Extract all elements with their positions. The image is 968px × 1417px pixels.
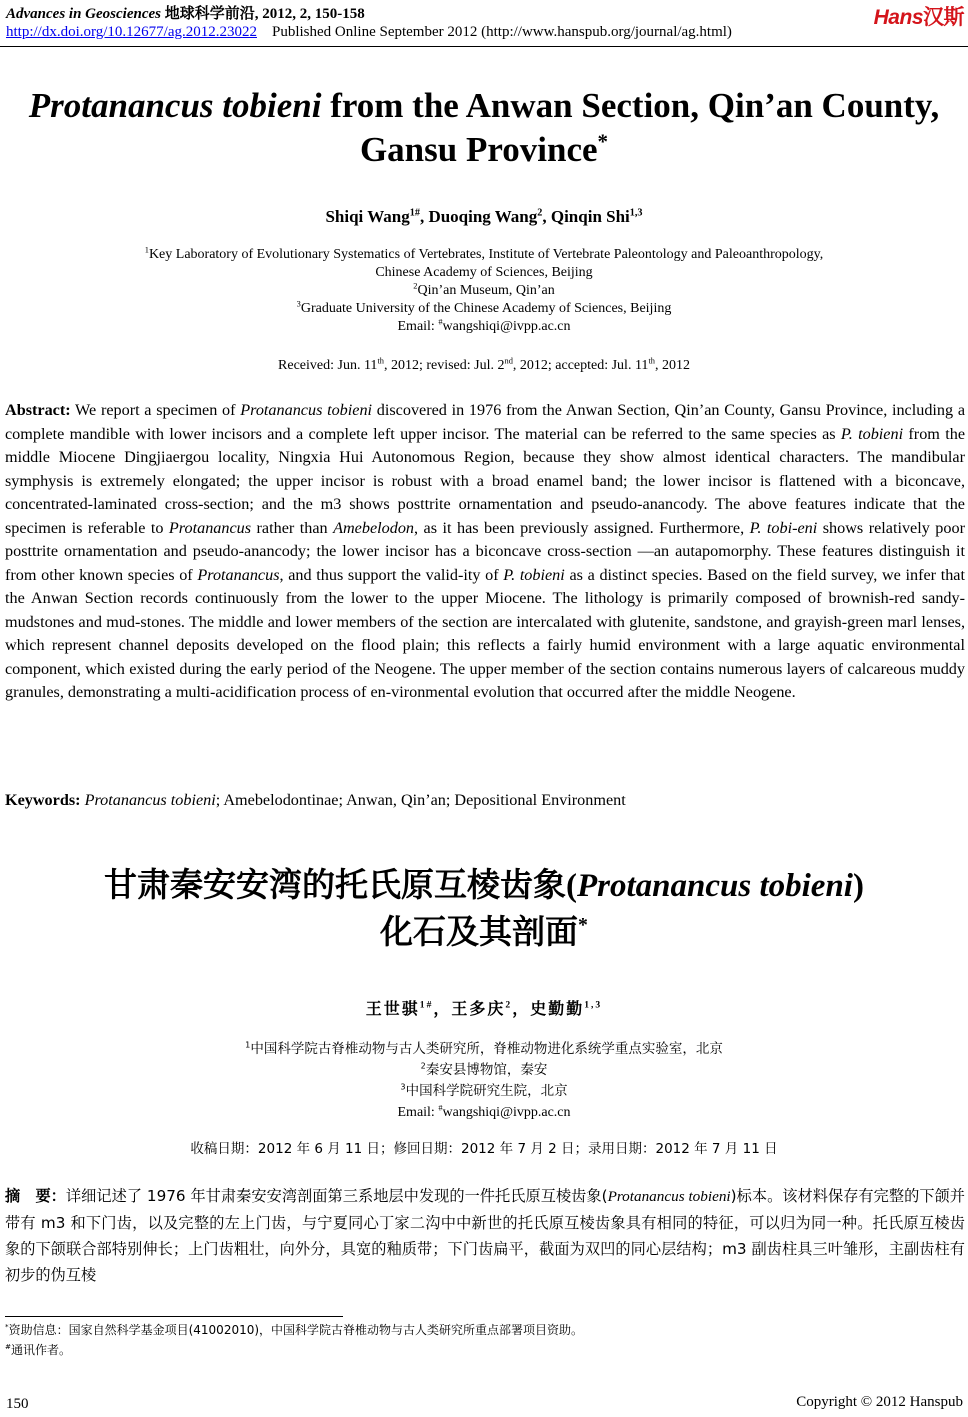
received-part-1: Received: Jun. 11 <box>278 358 378 373</box>
abstract-en-text-7: , and thus support the valid-ity of <box>279 565 504 584</box>
header-divider <box>0 46 968 47</box>
copyright-notice: Copyright © 2012 Hanspub <box>796 1394 963 1410</box>
affiliation-cn-1-sup: 1 <box>245 1039 251 1050</box>
author-cn-1: 王世骐 <box>365 1001 420 1018</box>
author-cn-2: ，王多庆 <box>433 1001 506 1018</box>
paper-title-en <box>0 84 968 172</box>
abstract-en-text-1: We report a specimen of <box>70 401 241 419</box>
footnote-divider <box>5 1316 343 1317</box>
author-1-sup: 1# <box>409 207 420 219</box>
keywords-en <box>5 791 965 810</box>
hans-logo-cn: 汉斯 <box>923 6 964 29</box>
affiliation-2-sup: 2 <box>413 281 418 291</box>
affiliation-cn-2 <box>0 1060 968 1081</box>
author-3-sup: 1,3 <box>629 207 643 219</box>
title-cn-funding-mark: * <box>578 914 588 936</box>
footnote-funding-text: 资助信息：国家自然科学基金项目(41002010)，中国科学院古脊椎动物与古人类研究所重点部署项目资助。 <box>8 1323 584 1337</box>
abstract-en-italic-1: Protanancus tobieni <box>240 401 373 419</box>
hans-logo-text: Hans <box>873 6 923 29</box>
affiliation-cn-3-text: 中国科学院研究生院，北京 <box>405 1083 568 1099</box>
abstract-cn-text-1: 详细记述了 1976 年甘肃秦安安湾剖面第三系地层中发现的一件托氏原互棱齿象( <box>65 1187 608 1205</box>
doi-line <box>6 24 732 41</box>
affiliation-1-text: Key Laboratory of Evolutionary Systematics of Vertebrates, Institute of Vertebrate Paleontology and Paleoanthropology, <box>148 247 824 262</box>
affiliation-cn-2-sup: 2 <box>420 1060 426 1071</box>
footnote-corresponding-mark: # <box>5 1342 12 1351</box>
received-part-4: , 2012 <box>654 358 690 373</box>
title-funding-mark: * <box>597 129 609 154</box>
keywords-rest: ; Amebelodontinae; Anwan, Qin’an; Depositional Environment <box>215 791 626 809</box>
affiliation-1-sup: 1 <box>144 245 149 255</box>
email-label-en: Email: <box>397 319 439 334</box>
journal-volume-pages: , 2012, 2, 150-158 <box>254 6 365 22</box>
received-sup-3: th <box>648 356 655 366</box>
abstract-en-italic-4: Amebelodon <box>333 518 415 537</box>
abstract-en <box>5 399 965 705</box>
email-sup-cn: # <box>438 1103 443 1113</box>
affiliation-cn-2-text: 秦安县博物馆，秦安 <box>425 1062 548 1078</box>
footnote-corresponding <box>5 1340 583 1360</box>
author-1: Shiqi Wang <box>325 207 410 226</box>
abstract-en-italic-6: Protanancus <box>197 565 280 584</box>
received-part-3: , 2012; accepted: Jul. 11 <box>512 358 649 373</box>
received-dates-en <box>0 358 968 374</box>
abstract-en-italic-5: P. tobi-eni <box>749 518 818 537</box>
author-cn-3-sup: 1,3 <box>584 999 603 1011</box>
affiliation-cn-1-text: 中国科学院古脊椎动物与古人类研究所，脊椎动物进化系统学重点实验室，北京 <box>250 1041 723 1057</box>
abstract-cn <box>5 1183 965 1288</box>
title-cn-species: Protanancus tobieni <box>577 868 853 904</box>
affiliation-cn-1 <box>0 1039 968 1060</box>
footnote-funding-mark: * <box>5 1322 9 1331</box>
email-sup-en: # <box>438 317 443 327</box>
email-line-cn <box>0 1102 968 1123</box>
journal-name-cn: 地球科学前沿 <box>164 6 255 22</box>
received-dates-cn: 收稿日期：2012 年 6 月 11 日；修回日期：2012 年 7 月 2 日；录用日期：2012 年 7 月 11 日 <box>190 1141 778 1157</box>
email-address-en[interactable]: wangshiqi@ivpp.ac.cn <box>442 319 571 334</box>
keywords-italic: Protanancus tobieni <box>84 791 216 809</box>
authors-en <box>0 207 968 227</box>
page-number: 150 <box>6 1396 29 1412</box>
abstract-label-en: Abstract: <box>5 401 71 419</box>
footnote-corresponding-text: 通讯作者。 <box>11 1343 72 1357</box>
author-cn-1-sup: 1# <box>419 999 434 1011</box>
author-cn-3: ，史勤勤 <box>512 1001 585 1018</box>
affiliation-cn-3-sup: 3 <box>400 1081 406 1092</box>
abstract-en-text-6: shows relatively poor posttrite ornamentation and pseudo-anancody; the lower incisor has a biconcave cross-section —an autapomorphy. These features distinguish it from other known species of <box>5 518 965 584</box>
paper-title-cn <box>0 862 968 955</box>
affiliations-en <box>0 246 968 336</box>
abstract-en-text-4: rather than <box>251 518 334 537</box>
abstract-cn-text-2: )标本。该材料保存有完整的下颌并带有 m3 和下门齿，以及完整的左上门齿，与宁夏同心丁家二沟中中新世的托氏原互棱齿象具有相同的特征，可以归为同一种。托氏原互棱齿象的下颌联合部特别伸长；上门齿粗壮，向外分，具宽的釉质带；下门齿扁平，截面为双凹的同心层结构；m3 副齿柱具三叶雏形，主副齿柱有初步的伪互棱 <box>5 1187 965 1284</box>
title-species-name: Protanancus tobieni <box>28 86 322 125</box>
abstract-en-text-2: discovered in 1976 from the Anwan Section, Qin’an County, Gansu Province, including a complete mandible with lower incisors and a complete left upper incisor. The material can be referred to the same species as <box>5 401 966 443</box>
received-sup-1: th <box>377 356 384 366</box>
title-cn-line2: 化石及其剖面 <box>380 912 579 951</box>
affiliation-cn-3 <box>0 1081 968 1102</box>
author-3: , Qinqin Shi <box>542 207 630 226</box>
email-address-cn[interactable]: wangshiqi@ivpp.ac.cn <box>442 1105 571 1120</box>
abstract-en-text-8: as a distinct species. Based on the field survey, we infer that the Anwan Section records continuously from the lower to the upper Miocene. The lithology is primarily composed of brownish-red sandy-mudstones and mud-stones. The middle and lower members of the section are intercalated with glutenite, sandstone, and grayish-green marl lenses, which represent channel deposits developed on the flood plain; this reflects a fairly humid environment with a large aquatic environmental component, which existed during the early period of the Neogene. The upper member of the section contains numerous layers of calcareous muddy granules, demonstrating a multi-acidification process of en-vironmental evolution that occurred after the middle Neogene. <box>5 565 965 701</box>
footnote-funding <box>5 1320 583 1340</box>
keywords-label-en: Keywords: <box>5 791 81 809</box>
published-online-text: Published Online September 2012 (http://www.hanspub.org/journal/ag.html) <box>271 24 732 40</box>
affiliation-2 <box>0 282 968 300</box>
abstract-en-text-3: from the middle Miocene Dingjiaergou locality, Ningxia Hui Autonomous Region, because they show almost identical characters. The mandibular symphysis is extremely elongated; the upper incisor is robust with a broad enamel band; the lower incisor is flattened with a biconcave, concentrated-laminated cross-section; and the m3 shows posttrite ornamentation and pseudo-anancody. The above features indicate that the specimen is referable to <box>5 424 965 537</box>
title-cn-paren-open: ( <box>566 868 577 904</box>
received-sup-2: nd <box>504 356 513 366</box>
abstract-en-italic-2: P. tobieni <box>840 424 904 443</box>
author-2-sup: 2 <box>537 207 543 219</box>
received-part-2: , 2012; revised: Jul. 2 <box>383 358 505 373</box>
abstract-label-cn: 摘 要： <box>5 1187 66 1205</box>
authors-cn <box>0 996 968 1019</box>
affiliation-1-cont: Chinese Academy of Sciences, Beijing <box>375 265 593 280</box>
journal-name: Advances in Geosciences <box>6 6 161 22</box>
title-cn-paren-close: ) <box>852 868 864 904</box>
journal-header <box>6 2 365 23</box>
footnotes <box>5 1320 583 1360</box>
abstract-en-text-5: , as it has been previously assigned. Furthermore, <box>414 518 750 537</box>
affiliation-2-text: Qin’an Museum, Qin’an <box>417 283 555 298</box>
email-line-en <box>0 318 968 336</box>
title-en-line1: from the Anwan Section, Qin’an County, <box>321 86 940 125</box>
affiliation-3-sup: 3 <box>296 299 301 309</box>
author-cn-2-sup: 2 <box>505 999 513 1011</box>
affiliation-3-text: Graduate University of the Chinese Academy of Sciences, Beijing <box>300 301 672 316</box>
email-label-cn: Email: <box>397 1105 439 1120</box>
affiliations-cn <box>0 1039 968 1123</box>
affiliation-1 <box>0 246 968 264</box>
abstract-en-italic-7: P. tobieni <box>503 565 565 584</box>
author-2: , Duoqing Wang <box>419 207 538 226</box>
title-cn-text: 甘肃秦安安湾的托氏原互棱齿象 <box>104 865 566 904</box>
abstract-cn-italic: Protanancus tobieni <box>607 1188 731 1205</box>
abstract-en-italic-3: Protanancus <box>168 518 252 537</box>
doi-link[interactable]: http://dx.doi.org/10.12677/ag.2012.23022 <box>6 24 257 40</box>
hans-logo <box>874 1 964 31</box>
affiliation-3 <box>0 300 968 318</box>
title-en-line2: Gansu Province <box>359 130 598 169</box>
